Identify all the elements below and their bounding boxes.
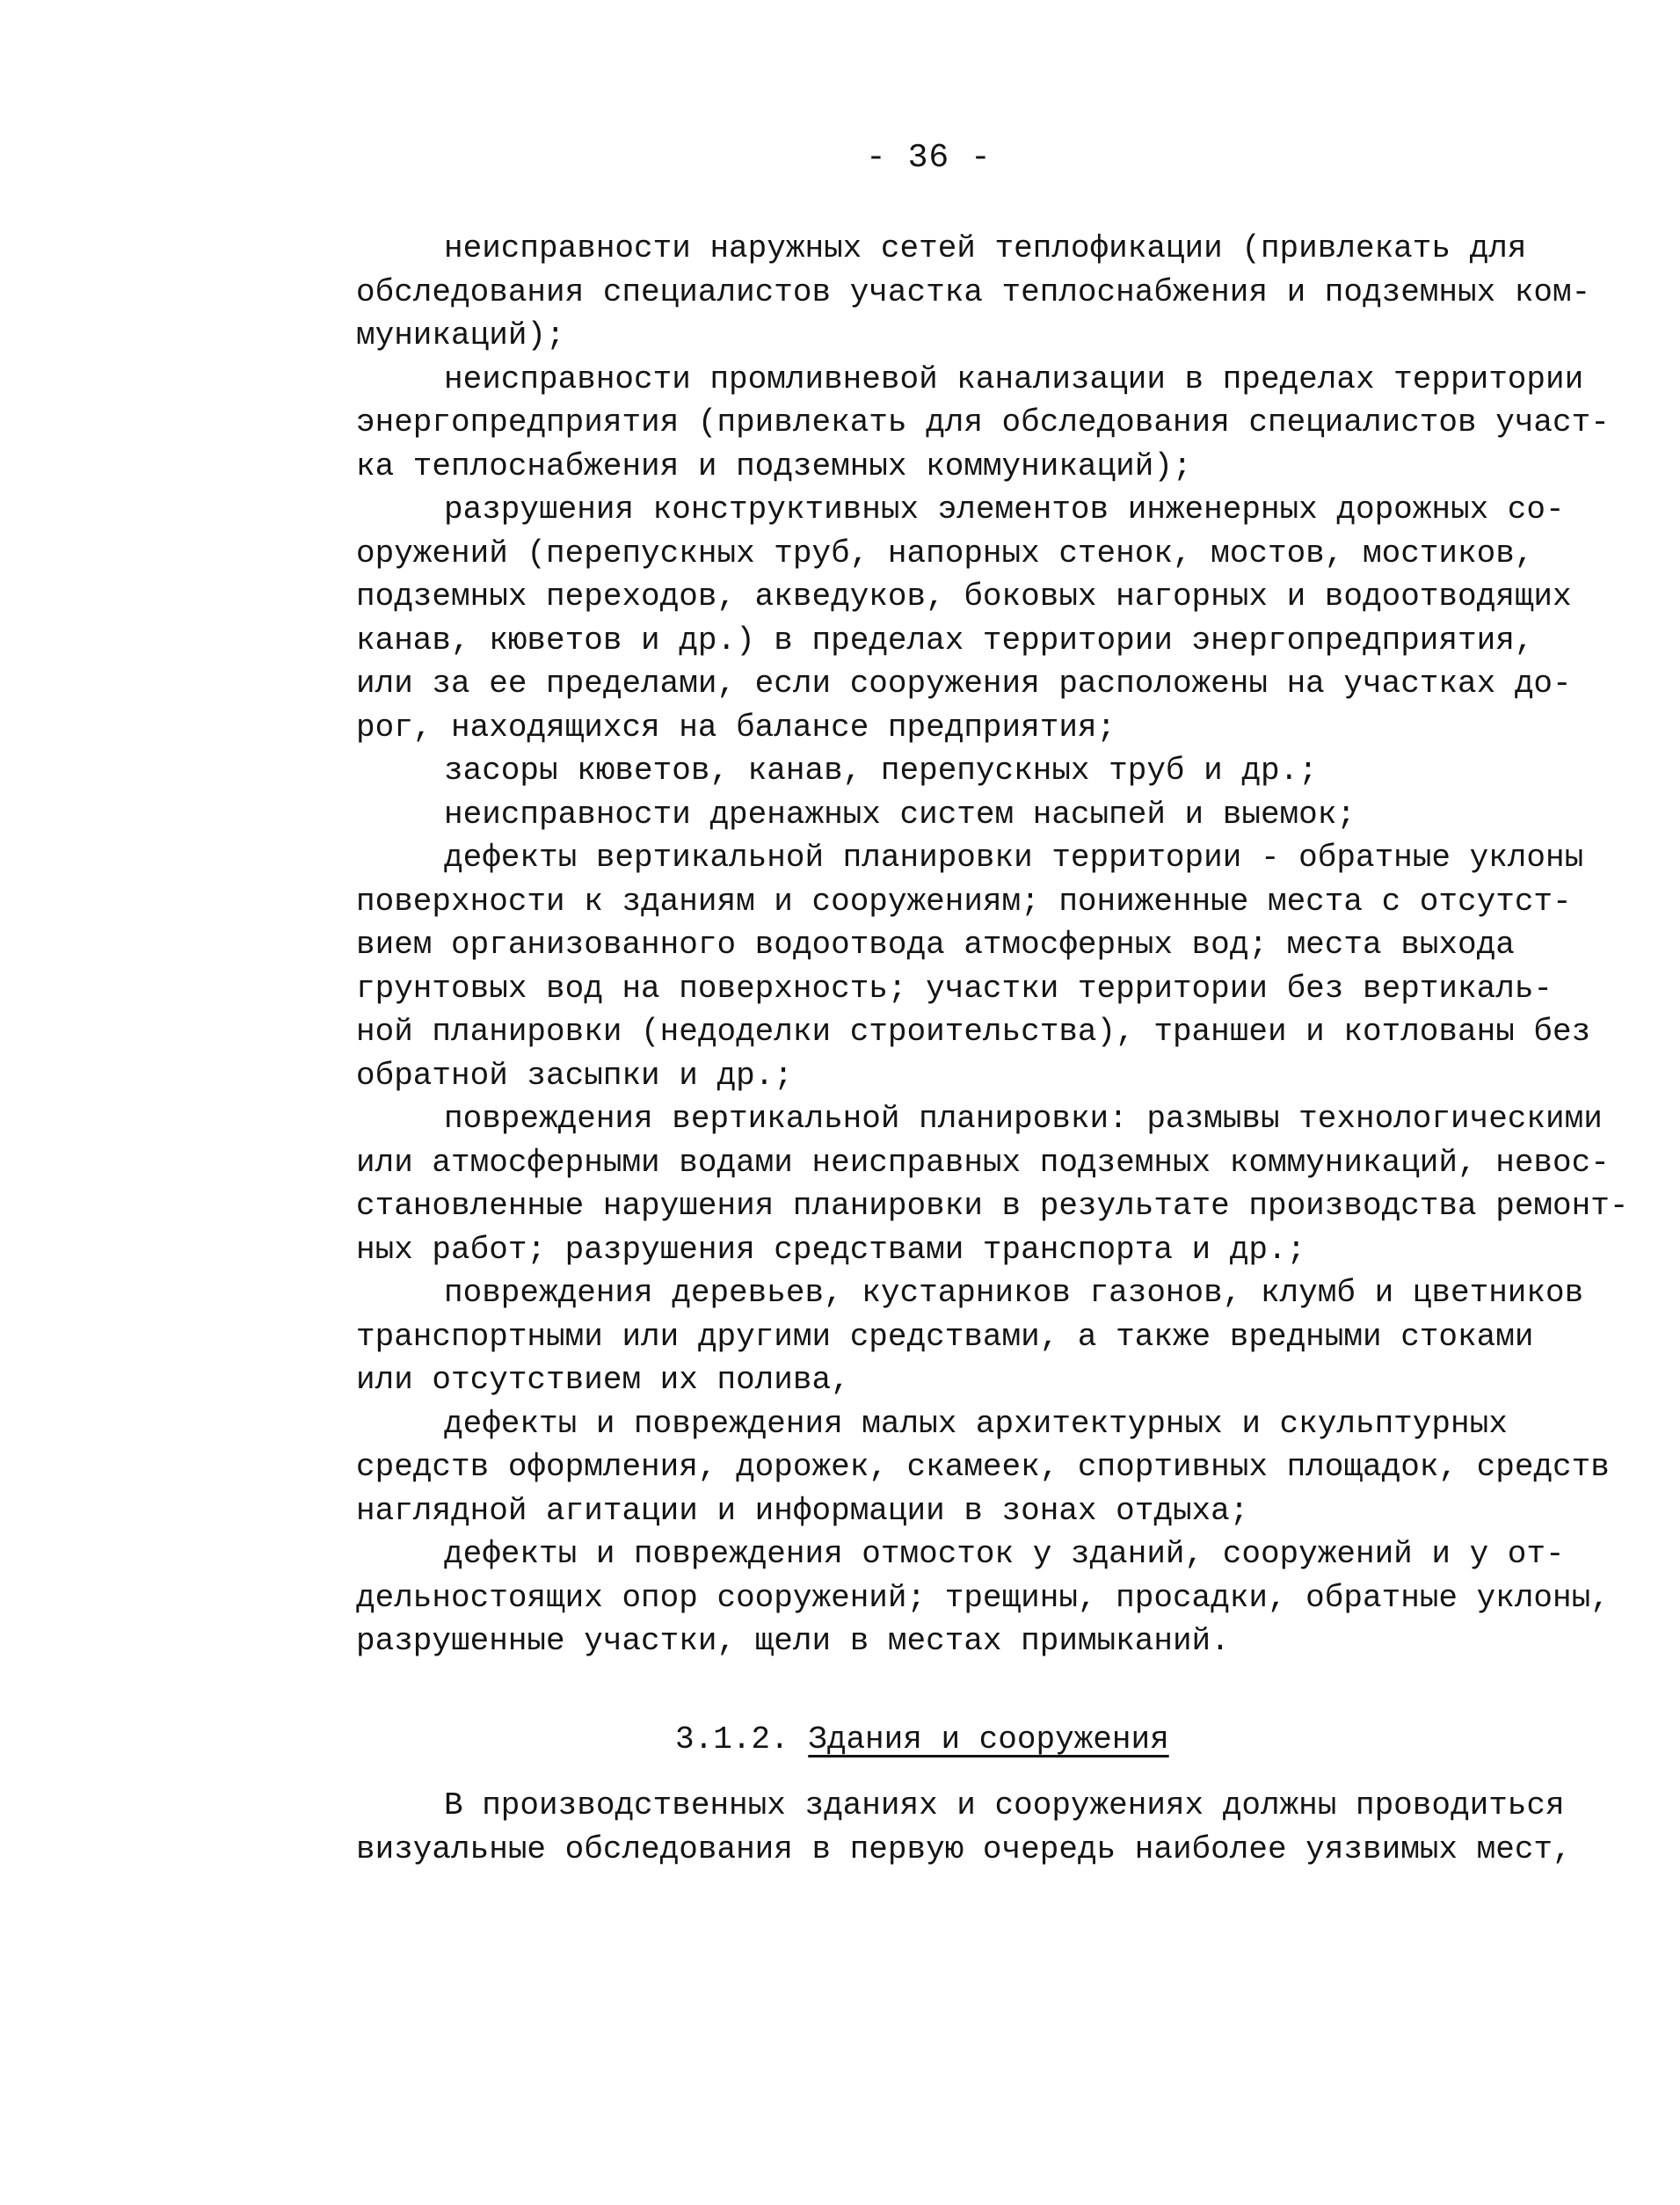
section-heading [675, 1721, 1169, 1757]
text-line: неисправности наружных сетей теплофикации (привлекать для [444, 230, 1527, 266]
text-line: или атмосферными водами неисправных подземных коммуникаций, невос- [356, 1144, 1610, 1181]
text-line: транспортными или другими средствами, а также вредными стоками [356, 1318, 1534, 1355]
text-line: или за ее пределами, если сооружения расположены на участках до- [356, 666, 1572, 702]
text-line: ных работ; разрушения средствами транспорта и др.; [356, 1231, 1306, 1268]
text-line: дефекты и повреждения малых архитектурных и скульптурных [444, 1405, 1508, 1442]
text-line: поверхности к зданиям и сооружениям; пониженные места с отсутст- [356, 883, 1572, 920]
text-line: или отсутствием их полива, [356, 1362, 850, 1398]
text-line: В производственных зданиях и сооружениях должны проводиться [444, 1787, 1565, 1823]
text-line: неисправности промливневой канализации в пределах территории [444, 360, 1584, 397]
text-line: рог, находящихся на балансе предприятия; [356, 709, 1116, 746]
text-line: обратной засыпки и др.; [356, 1057, 793, 1094]
text-line: вием организованного водоотвода атмосферных вод; места выхода [356, 927, 1515, 963]
text-line: канав, кюветов и др.) в пределах территории энергопредприятия, [356, 622, 1534, 659]
text-line: разрушенные участки, щели в местах примыканий. [356, 1623, 1230, 1659]
text-line: оружений (перепускных труб, напорных стенок, мостов, мостиков, [356, 535, 1534, 571]
text-line: грунтовых вод на поверхность; участки территории без вертикаль- [356, 970, 1553, 1007]
text-line: наглядной агитации и информации в зонах отдыха; [356, 1492, 1249, 1529]
text-line: становленные нарушения планировки в результате производства ремонт- [356, 1188, 1629, 1224]
text-line: визуальные обследования в первую очередь наиболее уязвимых мест, [356, 1830, 1572, 1867]
section-number: 3.1.2. [675, 1721, 789, 1757]
text-line: неисправности дренажных систем насыпей и выемок; [444, 796, 1356, 833]
text-line: обследования специалистов участка теплоснабжения и подземных ком- [356, 273, 1591, 310]
text-line: разрушения конструктивных элементов инженерных дорожных со- [444, 491, 1565, 528]
text-line: муникаций); [356, 317, 565, 353]
text-line: повреждения деревьев, кустарников газонов, клумб и цветников [444, 1275, 1584, 1311]
section-title: Здания и сооружения [808, 1721, 1169, 1757]
page-number: - 36 - [866, 139, 992, 177]
text-line: дефекты вертикальной планировки территории - обратные уклоны [444, 840, 1584, 876]
text-line: средств оформления, дорожек, скамеек, спортивных площадок, средств [356, 1449, 1610, 1485]
section-body [356, 1784, 1572, 1871]
text-line: повреждения вертикальной планировки: размывы технологическими [444, 1101, 1603, 1137]
document-body [356, 227, 1629, 1663]
text-line: дельностоящих опор сооружений; трещины, просадки, обратные уклоны, [356, 1579, 1610, 1616]
text-line: засоры кюветов, канав, перепускных труб и др.; [444, 753, 1318, 789]
text-line: ной планировки (недоделки строительства), траншеи и котлованы без [356, 1014, 1591, 1050]
text-line: энергопредприятия (привлекать для обследования специалистов участ- [356, 404, 1610, 440]
text-line: дефекты и повреждения отмосток у зданий, сооружений и у от- [444, 1536, 1565, 1572]
text-line: ка теплоснабжения и подземных коммуникаций); [356, 448, 1192, 484]
text-line: подземных переходов, акведуков, боковых нагорных и водоотводящих [356, 579, 1572, 615]
